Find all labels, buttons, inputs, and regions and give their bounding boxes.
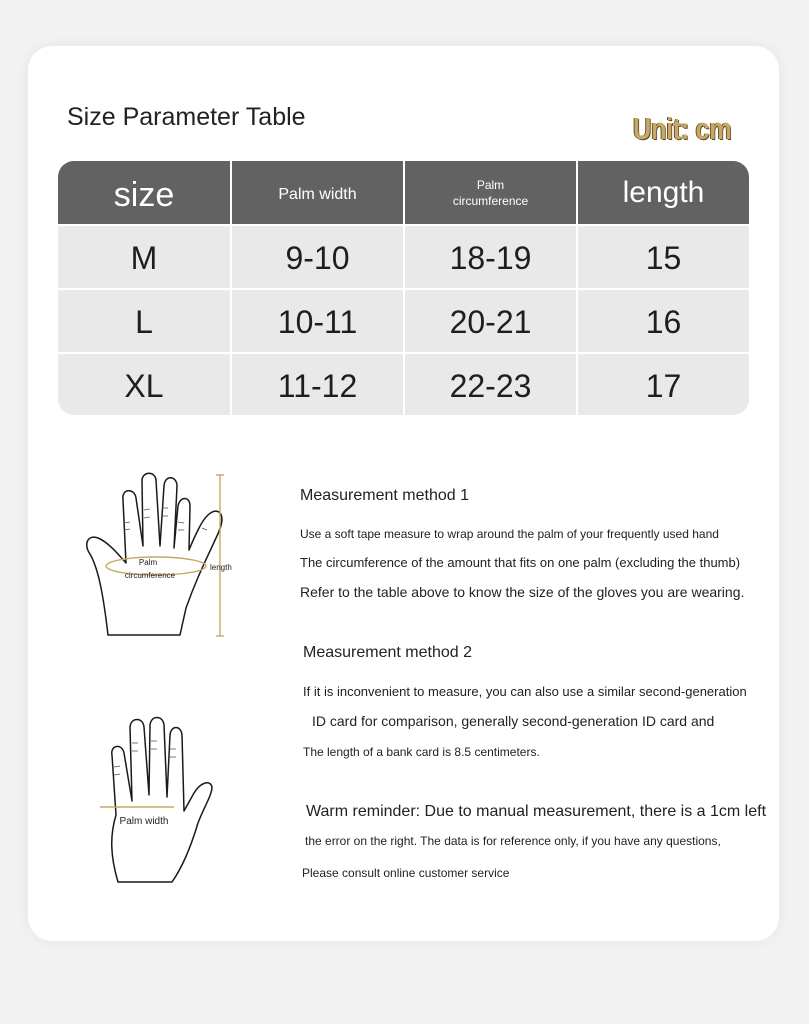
table-row	[58, 224, 749, 288]
column-header-palm-circumference-line1: Palm	[476, 177, 505, 192]
column-header-length: length	[576, 161, 749, 224]
column-header-size: size	[113, 176, 175, 214]
palm-width-cell: 11-12	[230, 354, 403, 415]
reminder-line3: Please consult online customer service	[302, 866, 510, 880]
hand-palm-width-diagram	[92, 715, 222, 887]
palm-circumference-cell: 18-19	[403, 226, 576, 288]
palm-circumference-cell: 22-23	[403, 354, 576, 415]
size-table	[58, 161, 749, 415]
method2-line1: If it is inconvenient to measure, you can also use a similar second-generation	[303, 684, 747, 699]
table-header-row	[58, 161, 749, 224]
length-cell: 15	[576, 226, 749, 288]
method2-line2: ID card for comparison, generally second-generation ID card and	[312, 713, 715, 729]
reminder-line2: the error on the right. The data is for reference only, if you have any questions,	[305, 834, 721, 848]
method1-line3: Refer to the table above to know the size of the gloves you are wearing.	[300, 584, 745, 600]
size-cell: M	[130, 239, 158, 276]
diagram2-palm-width-label: Palm width	[119, 816, 169, 827]
method1-title: Measurement method 1	[300, 487, 469, 504]
size-cell: L	[135, 303, 153, 340]
diagram1-length-label: length	[210, 563, 232, 572]
table-row	[58, 288, 749, 352]
method1-line1: Use a soft tape measure to wrap around the palm of your frequently used hand	[300, 527, 719, 541]
unit-label: Unit: cm	[633, 111, 732, 146]
column-header-palm-circumference-line2: circumference	[452, 193, 529, 208]
page-title: Size Parameter Table	[67, 103, 306, 131]
column-header-palm-circumference	[403, 161, 576, 224]
method2-line3: The length of a bank card is 8.5 centimeters.	[303, 745, 540, 759]
method2-title: Measurement method 2	[303, 644, 472, 661]
diagram1-circumference-label-line2: circumference	[124, 571, 176, 580]
hand-circumference-diagram	[78, 468, 248, 643]
palm-width-cell: 9-10	[230, 226, 403, 288]
palm-width-cell: 10-11	[230, 290, 403, 352]
length-ruler-icon	[216, 475, 224, 636]
length-cell: 17	[576, 354, 749, 415]
size-cell: XL	[124, 367, 164, 404]
palm-circumference-cell: 20-21	[403, 290, 576, 352]
reminder-line1: Warm reminder: Due to manual measurement, there is a 1cm left	[306, 803, 767, 820]
length-cell: 16	[576, 290, 749, 352]
diagram1-circumference-label-line1: Palm	[138, 558, 158, 567]
column-header-palm-width: Palm width	[230, 161, 403, 224]
method1-line2: The circumference of the amount that fits on one palm (excluding the thumb)	[300, 555, 741, 570]
table-row	[58, 352, 749, 415]
